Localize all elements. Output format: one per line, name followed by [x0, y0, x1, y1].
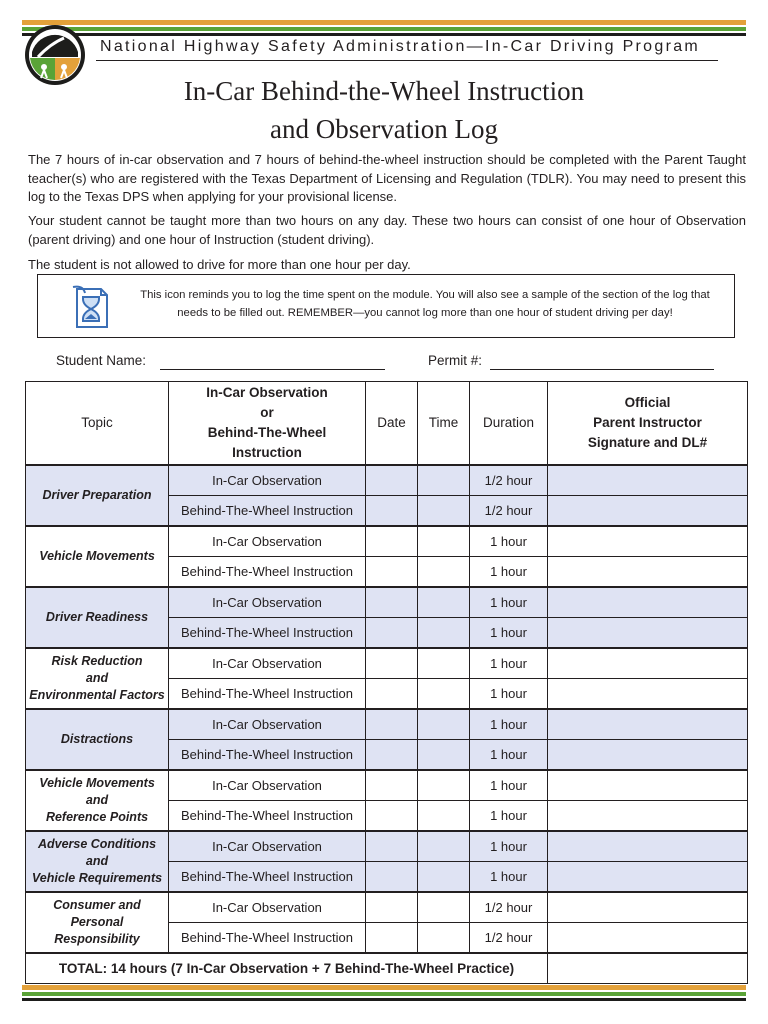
duration-cell: 1 hour: [470, 709, 548, 740]
topic-cell: Vehicle Movements and Reference Points: [26, 770, 169, 831]
date-cell[interactable]: [366, 648, 418, 679]
activity-type-cell: In-Car Observation: [169, 892, 366, 923]
activity-type-cell: In-Car Observation: [169, 831, 366, 862]
activity-type-cell: In-Car Observation: [169, 770, 366, 801]
signature-cell[interactable]: [548, 770, 748, 801]
signature-cell[interactable]: [548, 922, 748, 953]
table-row: [26, 587, 748, 618]
page-title-line2: and Observation Log: [270, 114, 498, 144]
activity-type-cell: In-Car Observation: [169, 587, 366, 618]
table-row: [26, 770, 748, 801]
date-cell[interactable]: [366, 678, 418, 709]
time-cell[interactable]: [418, 617, 470, 648]
hourglass-log-icon: [71, 283, 113, 331]
activity-type-cell: Behind-The-Wheel Instruction: [169, 861, 366, 892]
activity-type-cell: In-Car Observation: [169, 526, 366, 557]
date-cell[interactable]: [366, 526, 418, 557]
table-header-row: [26, 382, 748, 465]
header-type-line: Instruction: [232, 444, 302, 460]
header-type-line: Behind-The-Wheel: [207, 424, 327, 440]
topic-cell: Consumer and Personal Responsibility: [26, 892, 169, 953]
activity-type-cell: In-Car Observation: [169, 465, 366, 496]
table-row: [26, 709, 748, 740]
total-signature-cell[interactable]: [548, 953, 748, 984]
time-cell[interactable]: [418, 648, 470, 679]
time-cell[interactable]: [418, 587, 470, 618]
header-duration: Duration: [470, 382, 548, 465]
date-cell[interactable]: [366, 587, 418, 618]
duration-cell: 1 hour: [470, 587, 548, 618]
activity-type-cell: In-Car Observation: [169, 709, 366, 740]
time-cell[interactable]: [418, 800, 470, 831]
signature-cell[interactable]: [548, 556, 748, 587]
activity-type-cell: Behind-The-Wheel Instruction: [169, 800, 366, 831]
activity-type-cell: Behind-The-Wheel Instruction: [169, 495, 366, 526]
duration-cell: 1 hour: [470, 678, 548, 709]
signature-cell[interactable]: [548, 526, 748, 557]
page-title: [0, 72, 768, 148]
log-table-body: [26, 465, 748, 953]
date-cell[interactable]: [366, 770, 418, 801]
signature-cell[interactable]: [548, 739, 748, 770]
topic-cell: Driver Readiness: [26, 587, 169, 648]
duration-cell: 1 hour: [470, 861, 548, 892]
duration-cell: 1 hour: [470, 831, 548, 862]
intro-paragraph-1: The 7 hours of in-car observation and 7 hours of behind-the-wheel instruction should be completed with the Parent Taught teacher(s) who are registered with the Texas Department of Licensing and Regulation (TDLR). You may need to present this log to the Texas DPS when applying for your provisional license.: [28, 152, 746, 204]
intro-paragraph-2: Your student cannot be taught more than two hours on any day. These two hours can consist of one hour of Observation (parent driving) and one hour of Instruction (student driving).: [28, 213, 746, 247]
duration-cell: 1/2 hour: [470, 495, 548, 526]
header-topic: Topic: [26, 382, 169, 465]
time-cell[interactable]: [418, 556, 470, 587]
table-row: [26, 526, 748, 557]
activity-type-cell: Behind-The-Wheel Instruction: [169, 739, 366, 770]
time-cell[interactable]: [418, 892, 470, 923]
total-row: [26, 953, 748, 984]
duration-cell: 1 hour: [470, 617, 548, 648]
time-cell[interactable]: [418, 922, 470, 953]
duration-cell: 1/2 hour: [470, 922, 548, 953]
header-rule: [96, 60, 718, 61]
signature-cell[interactable]: [548, 678, 748, 709]
topic-cell: Adverse Conditions and Vehicle Requirements: [26, 831, 169, 892]
student-name-label: Student Name:: [56, 353, 147, 368]
date-cell[interactable]: [366, 709, 418, 740]
header-time: Time: [418, 382, 470, 465]
activity-type-cell: Behind-The-Wheel Instruction: [169, 922, 366, 953]
activity-type-cell: Behind-The-Wheel Instruction: [169, 678, 366, 709]
date-cell[interactable]: [366, 556, 418, 587]
permit-label: Permit #:: [428, 353, 483, 368]
duration-cell: 1 hour: [470, 770, 548, 801]
date-cell[interactable]: [366, 831, 418, 862]
date-cell[interactable]: [366, 465, 418, 496]
signature-cell[interactable]: [548, 648, 748, 679]
time-cell[interactable]: [418, 465, 470, 496]
topic-cell: Vehicle Movements: [26, 526, 169, 587]
time-cell[interactable]: [418, 495, 470, 526]
program-title: National Highway Safety Administration—In-Car Driving Program: [100, 38, 701, 55]
activity-type-cell: Behind-The-Wheel Instruction: [169, 556, 366, 587]
duration-cell: 1/2 hour: [470, 465, 548, 496]
signature-cell[interactable]: [548, 495, 748, 526]
intro-paragraph-3: The student is not allowed to drive for more than one hour per day.: [28, 257, 411, 272]
header-type: [169, 382, 366, 465]
topic-cell: Distractions: [26, 709, 169, 770]
signature-cell[interactable]: [548, 587, 748, 618]
signature-cell[interactable]: [548, 861, 748, 892]
signature-cell[interactable]: [548, 709, 748, 740]
activity-type-cell: Behind-The-Wheel Instruction: [169, 617, 366, 648]
time-cell[interactable]: [418, 739, 470, 770]
reminder-note-text: This icon reminds you to log the time spent on the module. You will also see a sample of the section of the log that needs to be filled out. REMEMBER—you cannot log more than one hour of student driving per day!: [140, 289, 710, 319]
table-row: [26, 831, 748, 862]
date-cell[interactable]: [366, 739, 418, 770]
header-signature-line: Signature and DL#: [587, 434, 708, 450]
table-row: [26, 892, 748, 923]
table-row: [26, 648, 748, 679]
student-name-field[interactable]: [160, 369, 385, 370]
time-cell[interactable]: [418, 861, 470, 892]
date-cell[interactable]: [366, 861, 418, 892]
reminder-note: [37, 274, 735, 338]
duration-cell: 1 hour: [470, 648, 548, 679]
total-label: TOTAL: 14 hours (7 In-Car Observation + 7 Behind-The-Wheel Practice): [26, 953, 548, 984]
header-signature: [548, 382, 748, 465]
date-cell[interactable]: [366, 800, 418, 831]
header-type-line: In-Car Observation: [206, 384, 328, 400]
page-title-line1: In-Car Behind-the-Wheel Instruction: [183, 76, 585, 106]
signature-cell[interactable]: [548, 617, 748, 648]
time-cell[interactable]: [418, 678, 470, 709]
signature-cell[interactable]: [548, 465, 748, 496]
activity-type-cell: In-Car Observation: [169, 648, 366, 679]
time-cell[interactable]: [418, 831, 470, 862]
log-table: [25, 381, 748, 984]
time-cell[interactable]: [418, 709, 470, 740]
header-type-line: or: [260, 404, 274, 420]
header-signature-line: Official: [624, 394, 671, 410]
date-cell[interactable]: [366, 495, 418, 526]
table-row: [26, 465, 748, 496]
duration-cell: 1/2 hour: [470, 892, 548, 923]
date-cell[interactable]: [366, 617, 418, 648]
date-cell[interactable]: [366, 922, 418, 953]
topic-cell: Risk Reduction and Environmental Factors: [26, 648, 169, 709]
time-cell[interactable]: [418, 770, 470, 801]
duration-cell: 1 hour: [470, 556, 548, 587]
signature-cell[interactable]: [548, 800, 748, 831]
duration-cell: 1 hour: [470, 739, 548, 770]
top-stripes: [22, 20, 746, 36]
date-cell[interactable]: [366, 892, 418, 923]
bottom-stripes: [22, 985, 746, 1001]
header-signature-line: Parent Instructor: [593, 414, 702, 430]
permit-field[interactable]: [490, 369, 714, 370]
signature-cell[interactable]: [548, 892, 748, 923]
topic-cell: Driver Preparation: [26, 465, 169, 526]
duration-cell: 1 hour: [470, 800, 548, 831]
time-cell[interactable]: [418, 526, 470, 557]
duration-cell: 1 hour: [470, 526, 548, 557]
header-date: Date: [366, 382, 418, 465]
signature-cell[interactable]: [548, 831, 748, 862]
